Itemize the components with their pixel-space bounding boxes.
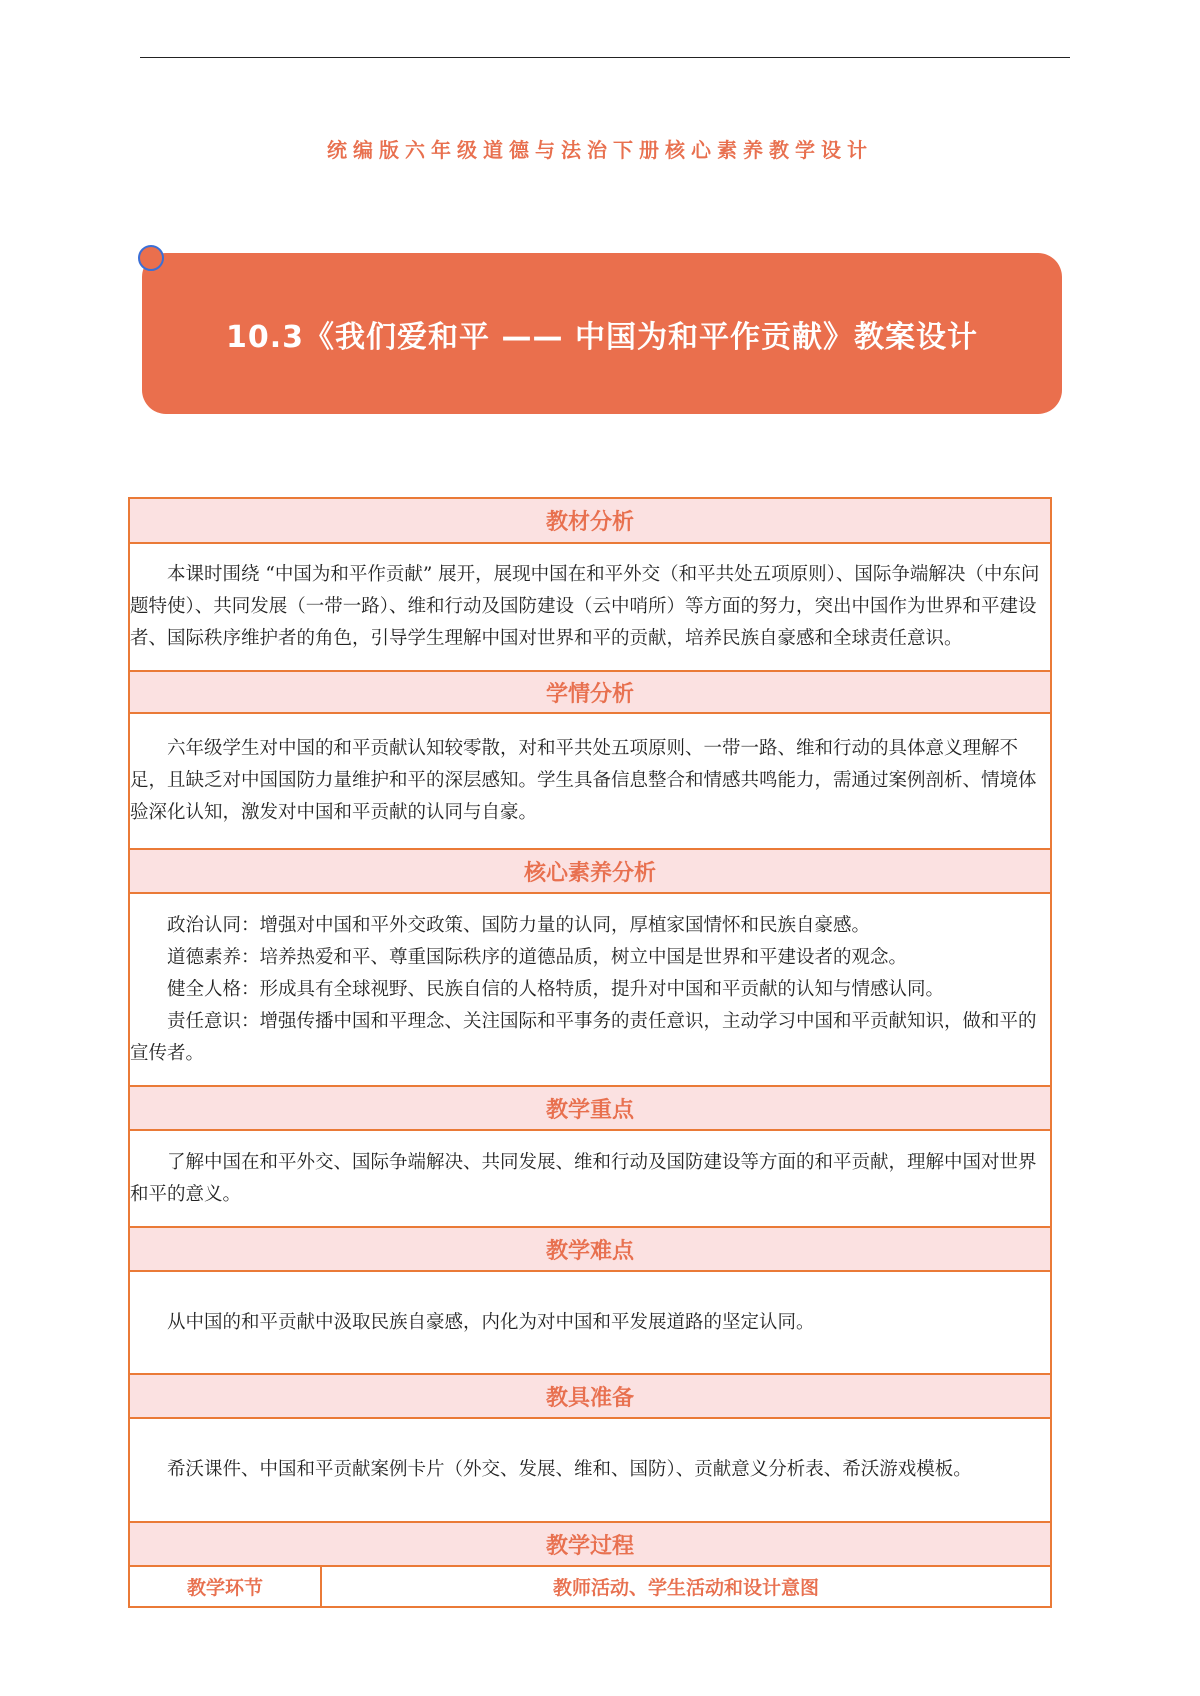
section-heading-core-literacy: 核心素养分析 [129, 849, 1051, 893]
section-heading-textbook-analysis: 教材分析 [129, 498, 1051, 543]
section-heading-process: 教学过程 [129, 1522, 1051, 1566]
paragraph: 六年级学生对中国的和平贡献认知较零散，对和平共处五项原则、一带一路、维和行动的具体意义理解不足，且缺乏对中国国防力量维护和平的深层感知。学生具备信息整合和情感共鸣能力，需通过案例剖析、情境体验深化认知，激发对中国和平贡献的认同与自豪。 [130, 738, 1037, 823]
paragraph: 从中国的和平贡献中汲取民族自豪感，内化为对中国和平发展道路的坚定认同。 [167, 1311, 815, 1333]
section-body-materials [129, 1418, 1051, 1522]
column-header-activities: 教师活动、学生活动和设计意图 [321, 1566, 1051, 1607]
paragraph: 责任意识：增强传播中国和平理念、关注国际和平事务的责任意识，主动学习中国和平贡献知识，做和平的宣传者。 [130, 1010, 1037, 1064]
paragraph: 健全人格：形成具有全球视野、民族自信的人格特质，提升对中国和平贡献的认知与情感认同。 [167, 978, 945, 1000]
paragraph: 道德素养：培养热爱和平、尊重国际秩序的道德品质，树立中国是世界和平建设者的观念。 [167, 946, 908, 968]
series-title: 统编版六年级道德与法治下册核心素养教学设计 [327, 138, 873, 162]
column-header-stage: 教学环节 [129, 1566, 321, 1607]
section-body-key-points [129, 1130, 1051, 1227]
title-banner [142, 253, 1062, 414]
paragraph: 了解中国在和平外交、国际争端解决、共同发展、维和行动及国防建设等方面的和平贡献，理解中国对世界和平的意义。 [130, 1151, 1037, 1205]
paragraph: 希沃课件、中国和平贡献案例卡片（外交、发展、维和、国防）、贡献意义分析表、希沃游戏模板。 [167, 1459, 972, 1480]
decorative-dot [138, 245, 164, 271]
section-body-textbook-analysis [129, 543, 1051, 671]
section-heading-key-points: 教学重点 [129, 1086, 1051, 1130]
paragraph: 本课时围绕 “中国为和平作贡献” 展开，展现中国在和平外交（和平共处五项原则）、国际争端解决（中东问题特使）、共同发展（一带一路）、维和行动及国防建设（云中哨所）等方面的努力，突出中国作为世界和平建设者、国际秩序维护者的角色，引导学生理解中国对世界和平的贡献，培养民族自豪感和全球责任意识。 [130, 564, 1040, 649]
paragraph: 政治认同：增强对中国和平外交政策、国防力量的认同，厚植家国情怀和民族自豪感。 [167, 914, 871, 936]
section-heading-difficulties: 教学难点 [129, 1227, 1051, 1271]
section-heading-materials: 教具准备 [129, 1374, 1051, 1418]
section-body-core-literacy [129, 893, 1051, 1086]
section-heading-student-analysis: 学情分析 [129, 671, 1051, 713]
section-body-difficulties [129, 1271, 1051, 1374]
top-rule [140, 57, 1070, 58]
section-body-student-analysis [129, 713, 1051, 849]
lesson-title: 10.3《我们爱和平 —— 中国为和平作贡献》教案设计 [226, 319, 978, 355]
lesson-plan-table [128, 497, 1052, 1608]
